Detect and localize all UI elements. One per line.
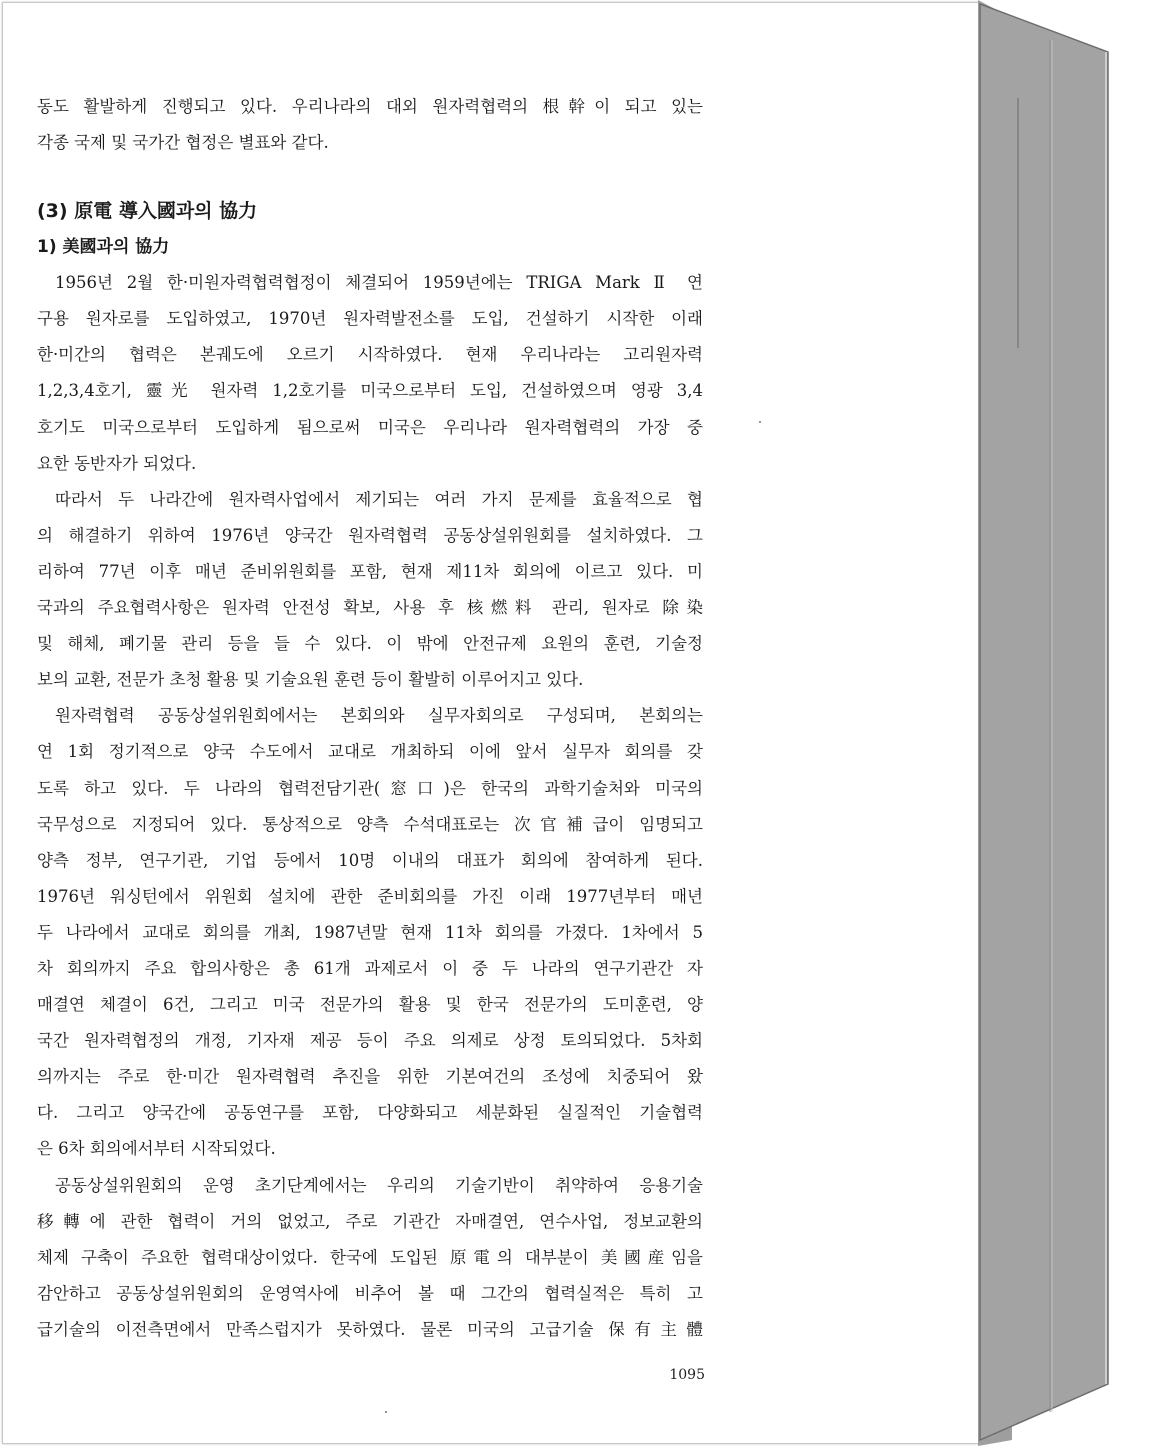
- paragraph-3-line: 다. 그리고 양국간에 공동연구를 포함, 다양화되고 세분화된 실질적인 기술협력: [37, 1103, 703, 1123]
- section-heading: (3) 原電 導入國과의 協力: [37, 200, 258, 223]
- paragraph-2-line: 따라서 두 나라간에 원자력사업에서 제기되는 여러 가지 문제를 효율적으로 협: [55, 489, 703, 509]
- book-edge: [978, 0, 1173, 1446]
- book-page: [2, 2, 979, 1444]
- paragraph-3-line: 국무성으로 지정되어 있다. 통상적으로 양측 수석대표로는 次官補급이 임명되고: [37, 814, 703, 834]
- paragraph-4-line: 공동상설위원회의 운영 초기단계에서는 우리의 기술기반이 취약하여 응용기술: [55, 1175, 703, 1195]
- paragraph-1-line: 요한 동반자가 되었다.: [37, 453, 197, 473]
- paragraph-3-line: 의까지는 주로 한·미간 원자력협력 추진을 위한 기본여건의 조성에 치중되어 왔: [37, 1067, 703, 1087]
- page-number: 1095: [669, 1367, 705, 1383]
- paragraph-3-line: 양측 정부, 연구기관, 기업 등에서 10명 이내의 대표가 회의에 참여하게 된다.: [37, 850, 703, 870]
- paragraph-2-line: 및 해체, 폐기물 관리 등을 들 수 있다. 이 밖에 안전규제 요원의 훈련, 기술정: [37, 634, 703, 654]
- paragraph-2-line: 의 해결하기 위하여 1976년 양국간 원자력협력 공동상설위원회를 설치하였다. 그: [37, 525, 703, 545]
- paragraph-4-line: 감안하고 공동상설위원회의 운영역사에 비추어 볼 때 그간의 협력실적은 특히 고: [37, 1283, 703, 1303]
- paragraph-1-line: 1,2,3,4호기, 靈光 원자력 1,2호기를 미국으로부터 도입, 건설하였으며 영광 3,4: [37, 381, 703, 401]
- scan-speck: [385, 1411, 387, 1413]
- subsection-heading: 1) 美國과의 協力: [37, 237, 170, 258]
- scan-speck: [759, 421, 761, 423]
- paragraph-3-line: 차 회의까지 주요 합의사항은 총 61개 과제로서 이 중 두 나라의 연구기관간 자: [37, 958, 703, 978]
- paragraph-3-line: 연 1회 정기적으로 양국 수도에서 교대로 개최하되 이에 앞서 실무자 회의를 갖: [37, 742, 703, 762]
- paragraph-3-line: 원자력협력 공동상설위원회에서는 본회의와 실무자회의로 구성되며, 본회의는: [55, 706, 703, 726]
- page-content: [37, 89, 703, 1348]
- paragraph-1-line: 구용 원자로를 도입하였고, 1970년 원자력발전소를 도입, 건설하기 시작한 이래: [37, 309, 703, 329]
- paragraph-4-line: 급기술의 이전측면에서 만족스럽지가 못하였다. 물론 미국의 고급기술 保有主體: [37, 1319, 703, 1339]
- paragraph-1-line: 1956년 2월 한·미원자력협력협정이 체결되어 1959년에는 TRIGA Mark Ⅱ 연: [55, 273, 703, 293]
- paragraph-4-line: 체제 구축이 주요한 협력대상이었다. 한국에 도입된 原電의 대부분이 美國産임을: [37, 1247, 703, 1267]
- paragraph-3-line: 1976년 워싱턴에서 위원회 설치에 관한 준비회의를 가진 이래 1977년부터 매년: [37, 886, 703, 906]
- paragraph-1-line: 호기도 미국으로부터 도입하게 됨으로써 미국은 우리나라 원자력협력의 가장 중: [37, 417, 703, 437]
- paragraph-3-line: 매결연 체결이 6건, 그리고 미국 전문가의 활용 및 한국 전문가의 도미훈련, 양: [37, 995, 703, 1015]
- paragraph-3-line: 도록 하고 있다. 두 나라의 협력전담기관(窓口)은 한국의 과학기술처와 미국의: [37, 778, 703, 798]
- paragraph-2-line: 리하여 77년 이후 매년 준비위원회를 포함, 현재 제11차 회의에 이르고 있다. 미: [37, 561, 703, 581]
- paragraph-2-line: 국과의 주요협력사항은 원자력 안전성 확보, 사용 후 核燃料 관리, 원자로 除染: [37, 598, 703, 618]
- intro-line: 각종 국제 및 국가간 협정은 별표와 같다.: [37, 133, 329, 153]
- paragraph-3-line: 은 6차 회의에서부터 시작되었다.: [37, 1139, 276, 1159]
- paragraph-3-line: 국간 원자력협정의 개정, 기자재 제공 등이 주요 의제로 상정 토의되었다. 5차회: [37, 1031, 703, 1051]
- paragraph-1-line: 한·미간의 협력은 본궤도에 오르기 시작하였다. 현재 우리나라는 고리원자력: [37, 345, 703, 365]
- intro-line: 동도 활발하게 진행되고 있다. 우리나라의 대외 원자력협력의 根幹이 되고 있는: [37, 97, 703, 116]
- paragraph-2-line: 보의 교환, 전문가 초청 활용 및 기술요원 훈련 등이 활발히 이루어지고 있다.: [37, 670, 584, 690]
- paragraph-4-line: 移轉에 관한 협력이 거의 없었고, 주로 기관간 자매결연, 연수사업, 정보교환의: [37, 1211, 703, 1231]
- paragraph-3-line: 두 나라에서 교대로 회의를 개최, 1987년말 현재 11차 회의를 가졌다. 1차에서 5: [37, 922, 703, 942]
